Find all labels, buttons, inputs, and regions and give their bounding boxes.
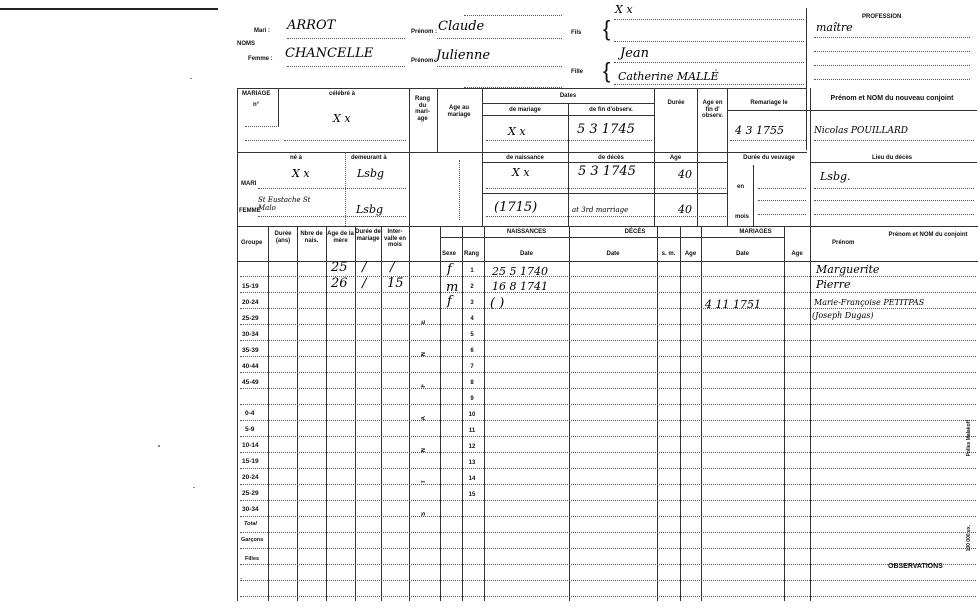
rank-15: 15 xyxy=(468,492,476,498)
child3-mariage[interactable]: 4 11 1751 xyxy=(705,298,761,311)
fils-label: Fils xyxy=(571,30,582,36)
child-group-20-24: 20-24 xyxy=(242,474,259,481)
enfants-letter-7: S xyxy=(421,512,427,517)
de-mariage-label: de mariage xyxy=(509,107,541,113)
ne-a-label: né à xyxy=(290,155,303,161)
group-30-34: 30-34 xyxy=(242,331,259,338)
celebre-value[interactable]: X x xyxy=(333,112,351,125)
rank-13: 13 xyxy=(468,460,476,466)
child1-duree[interactable]: / xyxy=(362,260,367,275)
hdr-prenom-nom-conjoint: Prénom et NOM du conjoint xyxy=(888,232,968,238)
nouveau-conjoint-label: Prénom et NOM du nouveau conjoint xyxy=(830,95,954,102)
husband-surname[interactable]: ARROT xyxy=(287,18,336,33)
table-row-line xyxy=(240,420,976,421)
fin-observ-label: de fin d'observ. xyxy=(589,107,633,113)
remariage-value[interactable]: 4 3 1755 xyxy=(735,124,784,137)
child-group-15-19: 15-19 xyxy=(242,458,259,465)
rank-14: 14 xyxy=(468,476,476,482)
date-mariage-value[interactable]: X x xyxy=(508,125,526,138)
hdr-sm: s. m. xyxy=(661,251,676,257)
group-45-49: 45-49 xyxy=(242,379,259,386)
table-row-line xyxy=(240,292,976,293)
hdr-groupe: Groupe xyxy=(241,240,263,246)
table-row-line xyxy=(240,500,976,501)
child-group-25-29: 25-29 xyxy=(242,490,259,497)
fille-label: Fille xyxy=(571,69,584,75)
mari-label: Mari : xyxy=(254,28,271,34)
child-group-0-4: 0-4 xyxy=(245,410,255,417)
enfants-letter-2: N xyxy=(421,352,427,357)
duree-label: Durée xyxy=(667,100,685,106)
child3-sexe[interactable]: f xyxy=(447,294,452,309)
observations-label: OBSERVATIONS xyxy=(888,563,943,570)
hdr-rang: Rang xyxy=(464,251,479,257)
child-group-5-9: 5-9 xyxy=(245,426,255,433)
child1-date[interactable]: 25 5 1740 xyxy=(492,265,548,278)
date-fin-value[interactable]: 5 3 1745 xyxy=(577,122,635,137)
child1-age-mere[interactable]: 25 xyxy=(331,260,348,275)
de-naissance-label: de naissance xyxy=(506,155,544,161)
group-25-29: 25-29 xyxy=(242,315,259,322)
noms-label: NOMS xyxy=(237,41,255,47)
hdr-nbre-nais: Nbre de nais. xyxy=(300,231,323,244)
hdr-prenom: Prénom xyxy=(832,240,855,246)
wife-surname[interactable]: CHANCELLE xyxy=(285,46,374,61)
table-row-line xyxy=(240,468,976,469)
mois-label: mois xyxy=(735,214,750,220)
child3-date[interactable]: ( ) xyxy=(490,296,505,311)
mari-demeurant[interactable]: Lsbg xyxy=(357,167,385,180)
group-35-39: 35-39 xyxy=(242,347,259,354)
femme-ne-a[interactable]: St Eustache St Malo xyxy=(258,196,311,212)
group-15-19: 15-19 xyxy=(242,283,259,290)
table-row-line xyxy=(240,276,976,277)
femme-age[interactable]: 40 xyxy=(678,203,692,216)
table-row-line xyxy=(240,308,976,309)
rang-label: Rang du mari- age xyxy=(415,96,430,122)
mari-ne-a[interactable]: X x xyxy=(292,167,310,180)
celebre-label: célébré à xyxy=(329,91,356,97)
side-text-publisher: Polles Malakoff xyxy=(966,420,972,457)
total-label: Total xyxy=(244,521,257,527)
mari-age[interactable]: 40 xyxy=(678,168,692,181)
age-au-mariage-label: Age au mariage xyxy=(447,105,471,118)
table-row-line xyxy=(240,548,976,549)
mariage-label: MARIAGE xyxy=(242,91,271,97)
duree-veuvage-label: Durée du veuvage xyxy=(743,155,795,161)
rank-3: 3 xyxy=(470,300,474,306)
rank-2: 2 xyxy=(470,284,474,290)
child3-prenom[interactable]: Marie-Françoise PETITPAS xyxy=(814,298,925,307)
mari-deces[interactable]: 5 3 1745 xyxy=(578,164,636,179)
rank-11: 11 xyxy=(468,428,476,434)
wife-prenom-label: Prénom : xyxy=(411,58,438,64)
rank-7: 7 xyxy=(470,364,474,370)
lieu-deces-value[interactable]: Lsbg. xyxy=(820,170,851,183)
rank-12: 12 xyxy=(468,444,476,450)
hdr-naissances: NAISSANCES xyxy=(506,229,547,235)
wife-mother[interactable]: Catherine MALLÉ xyxy=(618,70,719,83)
table-row-line xyxy=(240,452,976,453)
hdr-age-mere: Age de la mère xyxy=(327,231,354,244)
femme-demeurant[interactable]: Lsbg xyxy=(356,203,384,216)
age-col-label: Age xyxy=(669,155,682,161)
extra-note[interactable]: (Joseph Dugas) xyxy=(812,311,874,320)
rank-5: 5 xyxy=(470,332,474,338)
hdr-mariages: MARIAGES xyxy=(739,229,772,235)
child-group-30-34: 30-34 xyxy=(242,506,259,513)
table-row-line xyxy=(240,436,976,437)
enfants-letter-6: T xyxy=(421,480,427,484)
remariage-label: Remariage le xyxy=(750,100,788,106)
hdr-duree-mariage: Durée de mariage xyxy=(355,229,381,242)
mari-naissance[interactable]: X x xyxy=(512,166,530,179)
hdr-naissance-date: Date xyxy=(519,251,533,257)
table-row-line xyxy=(240,372,976,373)
child2-age-mere[interactable]: 26 xyxy=(331,276,348,291)
mari-row-label: MARI xyxy=(241,181,257,187)
child2-duree[interactable]: / xyxy=(362,276,367,291)
table-row-line xyxy=(240,340,976,341)
table-row-line xyxy=(240,516,976,517)
de-deces-label: de décès xyxy=(598,155,624,161)
table-row-line xyxy=(240,564,976,565)
rank-4: 4 xyxy=(470,316,474,322)
hdr-sexe: Sexe xyxy=(442,251,457,257)
child2-date[interactable]: 16 8 1741 xyxy=(492,280,548,293)
rank-9: 9 xyxy=(470,396,474,402)
hdr-mariage-age: Age xyxy=(791,251,803,257)
hdr-intervalle: Inter- valle en mois xyxy=(383,229,406,249)
table-row-line xyxy=(240,388,976,389)
enfants-letter-3: F xyxy=(421,384,427,388)
table-row-line xyxy=(240,404,976,405)
table-row-line xyxy=(240,580,976,581)
table-row-line xyxy=(240,356,976,357)
hdr-deces-date: Date xyxy=(606,251,620,257)
table-row-line xyxy=(240,532,976,533)
child2-sexe[interactable]: m xyxy=(446,280,459,295)
child2-intervalle[interactable]: 15 xyxy=(387,276,404,291)
profession-value[interactable]: maître xyxy=(816,21,853,34)
demeurant-label: demeurant à xyxy=(351,155,387,161)
enfants-letter-5: N xyxy=(421,448,427,453)
femme-deces[interactable]: at 3rd marriage xyxy=(572,206,629,214)
group-20-24: 20-24 xyxy=(242,299,259,306)
child1-intervalle[interactable]: / xyxy=(390,260,395,275)
child-group-10-14: 10-14 xyxy=(242,442,259,449)
rank-10: 10 xyxy=(468,412,476,418)
femme-row-label: FEMME xyxy=(239,208,261,214)
garcons-label: Garçons xyxy=(241,537,264,543)
dates-label: Dates xyxy=(559,93,577,99)
child1-prenom[interactable]: Marguerite xyxy=(816,263,880,276)
side-text-print-count: 100 000 ex. xyxy=(966,525,972,552)
husband-prenom-label: Prénom : xyxy=(411,29,438,35)
rank-6: 6 xyxy=(470,348,474,354)
wife-firstname[interactable]: Julienne xyxy=(436,48,491,63)
enfants-letter-4: A xyxy=(421,416,427,421)
no-label: n° xyxy=(253,102,260,108)
hdr-duree-ans: Durée (ans) xyxy=(274,231,292,244)
husband-firstname[interactable]: Claude xyxy=(438,19,485,34)
hdr-deces: DÉCÈS xyxy=(624,229,646,235)
femme-label: Femme : xyxy=(248,56,273,62)
lieu-deces-label: Lieu du décès xyxy=(871,155,912,161)
child2-prenom[interactable]: Pierre xyxy=(816,278,851,291)
en-label: en xyxy=(737,184,745,190)
hdr-deces-age: Age xyxy=(684,251,697,257)
age-fin-label: Age en fin d' observ. xyxy=(702,100,723,120)
profession-label: PROFESSION xyxy=(862,14,902,20)
filles-label: Filles xyxy=(245,556,260,562)
nouveau-conjoint-value[interactable]: Nicolas POUILLARD xyxy=(814,126,908,136)
group-40-44: 40-44 xyxy=(242,363,259,370)
femme-naissance[interactable]: (1715) xyxy=(494,200,538,215)
child1-sexe[interactable]: f xyxy=(447,262,452,277)
husband-father-marker[interactable]: X x xyxy=(615,3,633,16)
table-row-line xyxy=(240,324,976,325)
wife-father[interactable]: Jean xyxy=(620,46,650,61)
hdr-mariage-date: Date xyxy=(735,251,749,257)
rank-1: 1 xyxy=(470,268,474,274)
table-row-line xyxy=(240,484,976,485)
enfants-letter-1: E xyxy=(421,320,427,325)
rank-8: 8 xyxy=(470,380,474,386)
table-row-line xyxy=(240,596,976,597)
